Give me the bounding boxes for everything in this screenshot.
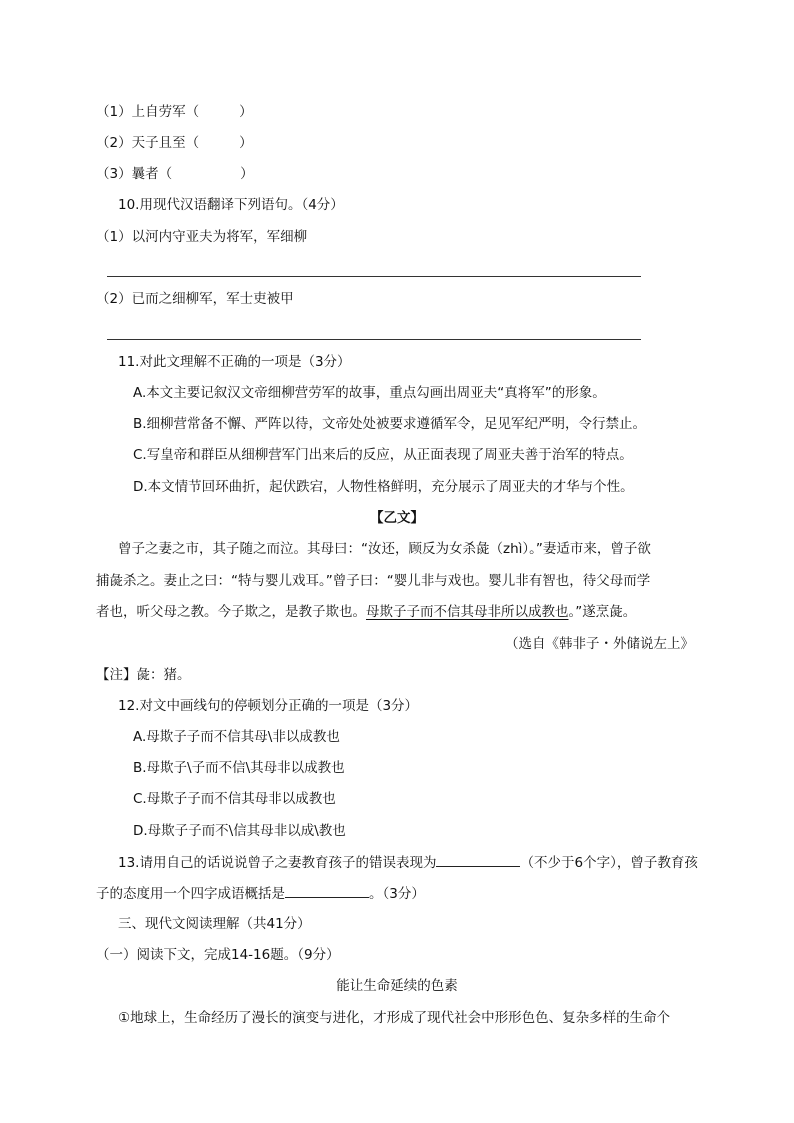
q12-stem: 12.对文中画线句的停顿划分正确的一项是（3分） — [118, 698, 419, 714]
yiwen-heading: 【乙文】 — [370, 510, 424, 526]
q11-stem: 11.对此文理解不正确的一项是（3分） — [118, 354, 351, 370]
q10-stem: 10.用现代汉语翻译下列语句。（4分） — [118, 197, 344, 213]
q10-sentence-1: （1）以河内守亚夫为将军，军细柳 — [96, 229, 308, 245]
yiwen-para-line-3: 者也，听父母之教。今子欺之，是教子欺也。母欺子子而不信其母非所以成教也。”遂烹彘。 — [96, 604, 637, 620]
yiwen-para-line-1: 曾子之妻之市，其子随之而泣。其母曰：“汝还，顾反为女杀彘（zhì）。”妻适市来，曾子欲 — [118, 541, 651, 557]
q9-item-1: （1）上自劳军（ ） — [96, 104, 253, 120]
q10-answer-line-2[interactable] — [107, 339, 641, 340]
q12-option-c: C.母欺子子而不信其母非以成教也 — [133, 791, 336, 807]
q11-option-b: B.细柳营常备不懈、严阵以待，文帝处处被要求遵循军令，足见军纪严明，令行禁止。 — [133, 416, 647, 432]
q13-blank-1[interactable] — [436, 852, 520, 867]
q11-option-a: A.本文主要记叙汉文帝细柳营劳军的故事，重点勾画出周亚夫“真将军”的形象。 — [133, 385, 606, 401]
q11-option-d: D.本文情节回环曲折，起伏跌宕，人物性格鲜明，充分展示了周亚夫的才华与个性。 — [133, 479, 634, 495]
yiwen-note: 【注】彘：猪。 — [96, 667, 191, 683]
q11-option-c: C.写皇帝和群臣从细柳营军门出来后的反应，从正面表现了周亚夫善于治军的特点。 — [133, 447, 633, 463]
section3-sub1: （一）阅读下文，完成14-16题。（9分） — [96, 947, 340, 963]
yiwen-para-line-2: 捕彘杀之。妻止之曰：“特与婴儿戏耳。”曾子曰：“婴儿非与戏也。婴儿非有智也，待父母而学 — [96, 573, 651, 589]
q12-option-a: A.母欺子子而不信其母\非以成教也 — [133, 729, 340, 745]
q10-sentence-2: （2）已而之细柳军，军士吏被甲 — [96, 291, 294, 307]
section3-title: 三、现代文阅读理解（共41分） — [118, 916, 311, 932]
article-para-1: ①地球上，生命经历了漫长的演变与进化，才形成了现代社会中形形色色、复杂多样的生命个 — [118, 1010, 671, 1026]
yiwen-source: （选自《韩非子・外储说左上》 — [505, 636, 694, 652]
q13-line-1: 13.请用自己的话说说曾子之妻教育孩子的错误表现为 （不少于6个字），曾子教育孩 — [118, 852, 698, 873]
underlined-sentence: 母欺子子而不信其母非所以成教也 — [366, 604, 569, 620]
article-title: 能让生命延续的色素 — [336, 978, 458, 994]
q12-option-b: B.母欺子\子而不信\其母非以成教也 — [133, 760, 345, 776]
q10-answer-line-1[interactable] — [107, 276, 641, 277]
q12-option-d: D.母欺子子而不\信其母非以成\教也 — [133, 823, 346, 839]
q13-blank-2[interactable] — [285, 883, 369, 898]
q9-item-2: （2）天子且至（ ） — [96, 135, 253, 151]
q9-item-3: （3）曩者（ ） — [96, 166, 254, 182]
q13-line-2: 子的态度用一个四字成语概括是 。（3分） — [96, 883, 425, 904]
